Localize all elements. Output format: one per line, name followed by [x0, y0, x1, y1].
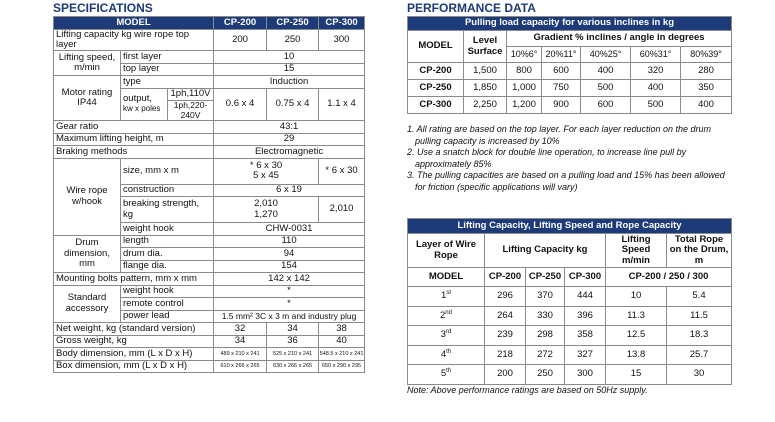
lift-c1: 239 [485, 326, 526, 346]
gross-weight-label: Gross weight, kg [54, 335, 214, 348]
accessory-weight-label: weight hook [121, 285, 214, 298]
max-height-row [54, 133, 365, 146]
lift-model-cp250: CP-250 [526, 268, 565, 287]
braking-row [54, 146, 365, 159]
lifting-capacity-cp200: 200 [214, 29, 267, 51]
lift-c2: 330 [526, 306, 565, 326]
lift-speed: 15 [606, 365, 667, 385]
breaking-strength-label: breaking strength, kg [121, 197, 214, 223]
lift-c3: 396 [565, 306, 606, 326]
pulling-level: 1,500 [464, 63, 507, 80]
lift-c1: 200 [485, 365, 526, 385]
layer-suffix: th [446, 368, 452, 375]
lift-layer [408, 326, 485, 346]
lift-c2: 250 [526, 365, 565, 385]
lift-c1: 264 [485, 306, 526, 326]
layer-number: 4 [440, 349, 447, 361]
layer-suffix: th [446, 348, 452, 355]
mounting-label: Mounting bolts pattern, mm x mm [54, 273, 214, 286]
lift-speed: 13.8 [606, 345, 667, 365]
net-weight-cp300: 38 [319, 323, 365, 336]
lifting-capacity-label: Lifting capacity kg wire rope top layer [54, 29, 214, 51]
lift-layer [408, 306, 485, 326]
pulling-value: 1,200 [507, 97, 542, 114]
gross-weight-cp250: 36 [267, 335, 319, 348]
braking-value: Electromagnetic [214, 146, 365, 159]
motor-phase-220v: 1ph,220-240V [168, 101, 214, 121]
pulling-row [408, 63, 732, 80]
lift-note: Note: Above performance ratings are based on 50Hz supply. [407, 385, 648, 395]
note-1: 1. All rating are based on the top layer. For each layer reduction on the drum pulling capacity is increased by 10% [407, 124, 712, 146]
drum-dia-value: 94 [214, 248, 365, 261]
lift-rope: 11.5 [667, 306, 732, 326]
lift-speed: 10 [606, 287, 667, 307]
pulling-value: 400 [581, 63, 631, 80]
pulling-row [408, 80, 732, 97]
gradient-5: 80%39° [681, 47, 732, 63]
wire-rope-size-a: * 6 x 30 [249, 159, 283, 171]
body-dimension-cp250: 525 x 210 x 241 [267, 348, 319, 361]
pulling-value: 600 [542, 63, 581, 80]
net-weight-cp250: 34 [267, 323, 319, 336]
pulling-value: 320 [631, 63, 681, 80]
gear-ratio-value: 43:1 [214, 121, 365, 134]
max-height-value: 29 [214, 133, 365, 146]
lift-row [408, 326, 732, 346]
spec-header-model: MODEL [54, 17, 214, 30]
accessory-weight-value: * [214, 285, 365, 298]
construction-value: 6 x 19 [214, 184, 365, 197]
box-dimension-cp200: 610 x 266 x 265 [214, 360, 267, 373]
lifting-capacity-table [407, 218, 732, 385]
spec-header-row [54, 17, 365, 30]
lifting-capacity-cp300: 300 [319, 29, 365, 51]
pulling-model-header: MODEL [408, 31, 464, 63]
layer-suffix: st [446, 290, 451, 297]
breaking-strength-cp200-250 [214, 197, 319, 223]
top-layer-label: top layer [121, 63, 214, 76]
remote-control-label: remote control [121, 298, 214, 311]
pulling-body [408, 63, 732, 114]
capacity-header: Lifting Capacity kg [485, 234, 606, 268]
lift-row [408, 345, 732, 365]
net-weight-label: Net weight, kg (standard version) [54, 323, 214, 336]
first-layer-value: 10 [214, 51, 365, 64]
level-surface-header: Level Surface [464, 31, 507, 63]
specifications-table [53, 16, 365, 373]
pulling-value: 750 [542, 80, 581, 97]
construction-label: construction [121, 184, 214, 197]
performance-title: PERFORMANCE DATA [407, 1, 536, 15]
spec-header-cp200: CP-200 [214, 17, 267, 30]
box-dimension-label: Box dimension, mm (L x D x H) [54, 360, 214, 373]
lift-model-cp200: CP-200 [485, 268, 526, 287]
pulling-model: CP-200 [408, 63, 464, 80]
pulling-value: 900 [542, 97, 581, 114]
mounting-row [54, 273, 365, 286]
pulling-model: CP-250 [408, 80, 464, 97]
gross-weight-cp300: 40 [319, 335, 365, 348]
lift-c2: 298 [526, 326, 565, 346]
gear-ratio-label: Gear ratio [54, 121, 214, 134]
motor-type-value: Induction [214, 76, 365, 89]
lift-layer [408, 287, 485, 307]
note-3: 3. The pulling capacities are based on a pulling load and 15% has been allowed for friction (specific applications will vary) [407, 170, 725, 192]
body-dimension-cp300: 548.5 x 210 x 241 [319, 348, 365, 361]
layer-number: 1 [441, 290, 447, 302]
gradient-1: 10%6° [507, 47, 542, 63]
lift-model-cp300: CP-300 [565, 268, 606, 287]
pulling-value: 280 [681, 63, 732, 80]
wire-rope-label: Wire rope w/hook [54, 158, 121, 235]
wire-rope-size-b: 5 x 45 [253, 170, 279, 182]
lift-rope: 30 [667, 365, 732, 385]
layer-number: 2 [440, 310, 446, 322]
layer-suffix: nd [445, 309, 452, 316]
pulling-level: 2,250 [464, 97, 507, 114]
weight-hook-label: weight hook [121, 223, 214, 236]
rope-header: Total Rope on the Drum, m [667, 234, 732, 268]
lift-row [408, 306, 732, 326]
motor-cp250: 0.75 x 4 [267, 88, 319, 120]
layer-header: Layer of Wire Rope [408, 234, 485, 268]
speed-header: Lifting Speed m/min [606, 234, 667, 268]
lift-c1: 296 [485, 287, 526, 307]
lifting-speed-label: Lifting speed, m/min [54, 51, 121, 76]
output-label: output, [123, 93, 153, 105]
lift-layer [408, 345, 485, 365]
spec-header-cp250: CP-250 [267, 17, 319, 30]
lift-rope: 5.4 [667, 287, 732, 307]
pulling-value: 800 [507, 63, 542, 80]
drum-dia-label: drum dia. [121, 248, 214, 261]
pulling-value: 350 [681, 80, 732, 97]
layer-number: 5 [440, 368, 447, 380]
drum-length-row [54, 235, 365, 248]
lift-c2: 272 [526, 345, 565, 365]
lift-rope: 18.3 [667, 326, 732, 346]
box-dimension-cp300: 650 x 290 x 295 [319, 360, 365, 373]
braking-label: Braking methods [54, 146, 214, 159]
drum-length-value: 110 [214, 235, 365, 248]
wire-rope-size-label: size, mm x m [121, 158, 214, 184]
pulling-model: CP-300 [408, 97, 464, 114]
body-dimension-label: Body dimension, mm (L x D x H) [54, 348, 214, 361]
gradient-4: 60%31° [631, 47, 681, 63]
lift-model-header: MODEL [408, 268, 485, 287]
pulling-load-table [407, 16, 732, 114]
drum-dimension-label: Drum dimension, mm [54, 235, 121, 273]
motor-type-row [54, 76, 365, 89]
lift-layer [408, 365, 485, 385]
mounting-value: 142 x 142 [214, 273, 365, 286]
lifting-speed-row [54, 51, 365, 64]
lift-c3: 358 [565, 326, 606, 346]
gradient-2: 20%11° [542, 47, 581, 63]
accessory-weight-row [54, 285, 365, 298]
max-height-label: Maximum lifting height, m [54, 133, 214, 146]
lift-c3: 300 [565, 365, 606, 385]
pulling-load-title-row [408, 17, 732, 31]
first-layer-label: first layer [121, 51, 214, 64]
pulling-load-title: Pulling load capacity for various inclines in kg [408, 17, 732, 31]
lift-table-title: Lifting Capacity, Lifting Speed and Rope Capacity [408, 219, 732, 234]
lift-row [408, 365, 732, 385]
net-weight-row [54, 323, 365, 336]
motor-rating-label: Motor rating IP44 [54, 76, 121, 121]
gradient-3: 40%25° [581, 47, 631, 63]
lift-model-combined: CP-200 / 250 / 300 [606, 268, 732, 287]
box-dimension-cp250: 630 x 266 x 265 [267, 360, 319, 373]
specifications-title: SPECIFICATIONS [53, 1, 153, 15]
pulling-row [408, 97, 732, 114]
motor-cp200: 0.6 x 4 [214, 88, 267, 120]
power-lead-value: 1.5 mm² 3C x 3 m and industry plug [214, 310, 365, 323]
box-dimension-row [54, 360, 365, 373]
net-weight-cp200: 32 [214, 323, 267, 336]
weight-hook-value: CHW-0031 [214, 223, 365, 236]
top-layer-value: 15 [214, 63, 365, 76]
body-dimension-cp200: 489 x 210 x 241 [214, 348, 267, 361]
flange-dia-value: 154 [214, 260, 365, 273]
motor-output-label [121, 88, 168, 120]
lift-model-row [408, 268, 732, 287]
breaking-strength-a: 2,010 [254, 198, 278, 210]
gross-weight-cp200: 34 [214, 335, 267, 348]
power-lead-label: power lead [121, 310, 214, 323]
lift-row [408, 287, 732, 307]
performance-notes [407, 124, 737, 193]
lift-c1: 218 [485, 345, 526, 365]
pulling-value: 400 [681, 97, 732, 114]
pulling-value: 500 [631, 97, 681, 114]
pulling-value: 500 [581, 80, 631, 97]
breaking-strength-b: 1,270 [254, 208, 278, 220]
lifting-capacity-row [54, 29, 365, 51]
drum-length-label: length [121, 235, 214, 248]
pulling-level: 1,850 [464, 80, 507, 97]
body-dimension-row [54, 348, 365, 361]
motor-cp300: 1.1 x 4 [319, 88, 365, 120]
lifting-capacity-cp250: 250 [267, 29, 319, 51]
flange-dia-label: flange dia. [121, 260, 214, 273]
lift-c3: 444 [565, 287, 606, 307]
lift-speed: 11.3 [606, 306, 667, 326]
gross-weight-row [54, 335, 365, 348]
lift-header-row [408, 234, 732, 268]
motor-phase-110v: 1ph,110V [168, 88, 214, 101]
pulling-value: 400 [631, 80, 681, 97]
motor-type-label: type [121, 76, 214, 89]
kw-poles-label: kw x poles [123, 104, 161, 114]
pulling-value: 600 [581, 97, 631, 114]
lift-c3: 327 [565, 345, 606, 365]
layer-number: 3 [440, 329, 446, 341]
pulling-header-row [408, 31, 732, 47]
note-2: 2. Use a snatch block for double line operation, to increase line pull by approximately 85% [407, 147, 687, 169]
wire-rope-size-row [54, 158, 365, 184]
spec-header-cp300: CP-300 [319, 17, 365, 30]
lift-body [408, 287, 732, 385]
lift-rope: 25.7 [667, 345, 732, 365]
wire-rope-size-cp200-250 [214, 158, 319, 184]
lift-c2: 370 [526, 287, 565, 307]
remote-control-value: * [214, 298, 365, 311]
layer-suffix: rd [445, 329, 452, 336]
gear-ratio-row [54, 121, 365, 134]
breaking-strength-cp300: 2,010 [319, 197, 365, 223]
gradient-header: Gradient % inclines / angle in degrees [507, 31, 732, 47]
pulling-value: 1,000 [507, 80, 542, 97]
lift-speed: 12.5 [606, 326, 667, 346]
wire-rope-size-cp300: * 6 x 30 [319, 158, 365, 184]
lift-title-row [408, 219, 732, 234]
accessory-label: Standard accessory [54, 285, 121, 323]
